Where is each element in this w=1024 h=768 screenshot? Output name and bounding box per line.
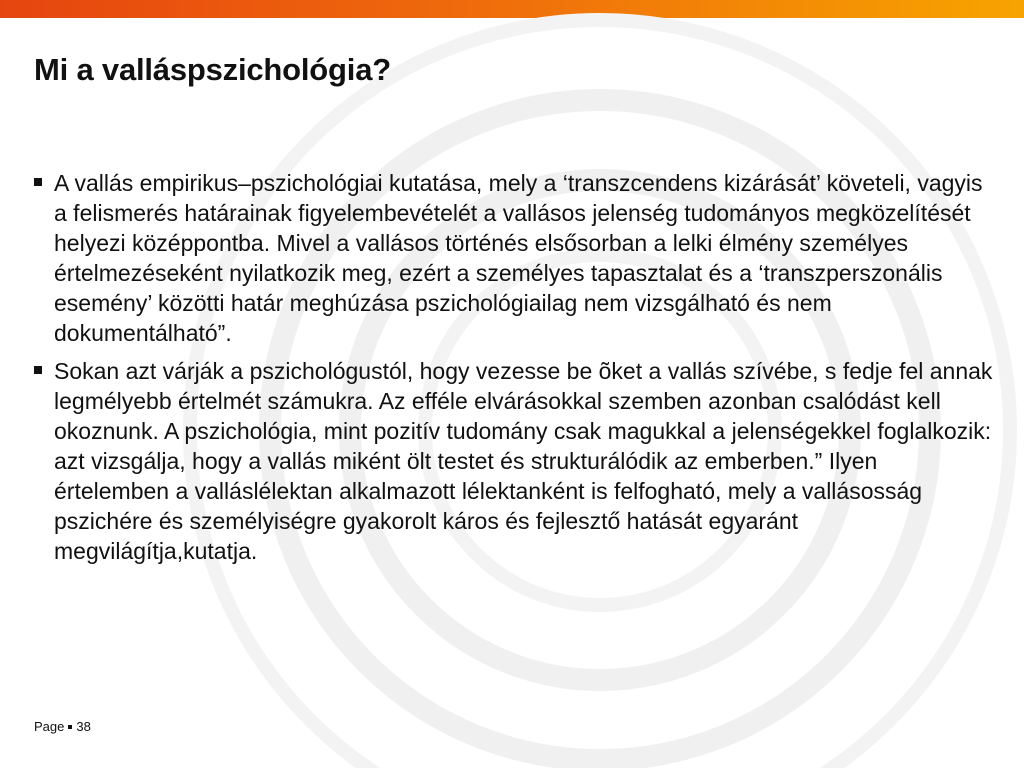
bullet-list	[34, 168, 994, 574]
page-label: Page	[34, 719, 65, 734]
bullet-text: Sokan azt várják a pszichológustól, hogy vezesse be õket a vallás szívébe, s fedje fel annak legmélyebb értelmét számukra. Az efféle elvárásokkal szemben azonban csalódást kell okoznunk. A pszichológia, mint pozitív tudomány csak magukkal a jelenségekkel foglalkozik: azt vizsgálja, hogy a vallás miként ölt testet és strukturálódik az emberben.” Ilyen értelemben a valláslélektan alkalmazott lélektanként is felfogható, mely a vallásosság pszichére és személyiségre gyakorolt káros és fejlesztő hatását egyaránt megvilágítja,kutatja.	[54, 358, 993, 564]
bullet-text: A vallás empirikus–pszichológiai kutatása, mely a ‘transzcendens kizárását’ követeli, vagyis a felismerés határainak figyelembevételét a vallásos jelenség tudományos megközelítését helyezi középpontba. Mivel a vallásos történés elsősorban a lelki élmény személyes értelmezéseként nyilatkozik meg, ezért a személyes tapasztalat és a ‘transzperszonális esemény’ közötti határ meghúzása pszichológiailag nem vizsgálható és nem dokumentálható”.	[54, 170, 983, 346]
page-number: 38	[76, 719, 91, 734]
bullet-square-icon	[34, 366, 42, 374]
page-footer	[34, 719, 91, 734]
slide-title: Mi a valláspszichológia?	[34, 52, 391, 87]
separator-square-icon	[68, 725, 72, 729]
bullet-square-icon	[34, 178, 42, 186]
bullet-item	[34, 356, 994, 566]
bullet-item	[34, 168, 994, 348]
